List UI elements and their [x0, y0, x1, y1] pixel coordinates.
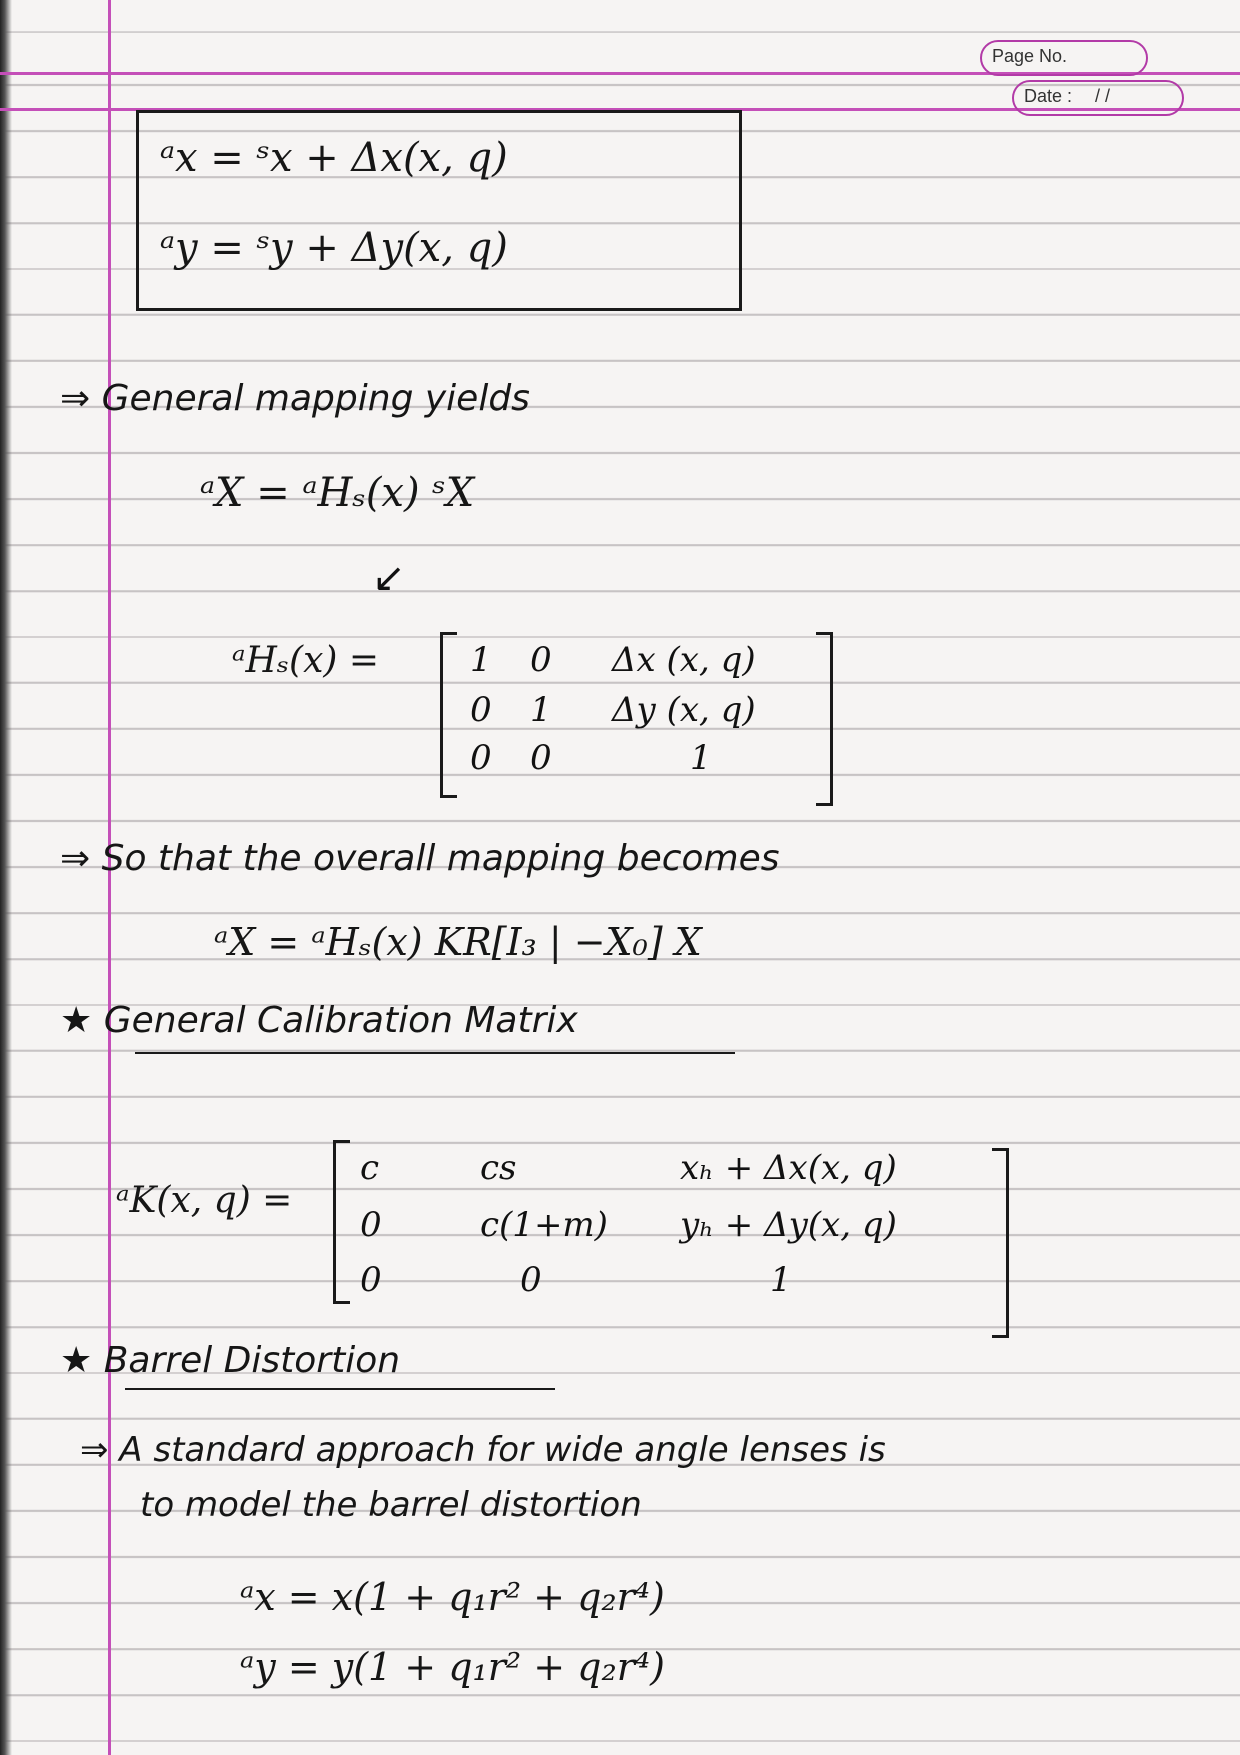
k-matrix-cell: 0 — [360, 1260, 382, 1300]
calibration-heading-underline — [135, 1052, 735, 1054]
k-matrix-label: ᵃK(x, q) = — [116, 1180, 293, 1221]
k-matrix-cell: c(1+m) — [480, 1205, 608, 1245]
h-matrix-cell: 0 — [530, 640, 552, 680]
barrel-heading-underline — [125, 1388, 555, 1390]
date-label: Date : — [1024, 86, 1073, 106]
h-matrix-row-2 — [470, 690, 756, 730]
k-matrix-cell: c — [360, 1148, 380, 1188]
page-binding-shadow — [0, 0, 12, 1755]
h-matrix-cell: 0 — [530, 738, 552, 778]
h-matrix-cell: 1 — [530, 690, 552, 730]
k-matrix-cell: xₕ + Δx(x, q) — [680, 1148, 897, 1188]
box-equation-1: ᵃx = ˢx + Δx(x, q) — [160, 135, 508, 181]
barrel-text-line-1: ⇒ A standard approach for wide angle lenses is — [80, 1430, 886, 1470]
box-equation-2: ᵃy = ˢy + Δy(x, q) — [160, 225, 508, 271]
k-matrix-row-1 — [360, 1148, 897, 1188]
calibration-heading: ★ General Calibration Matrix — [60, 1000, 578, 1041]
h-matrix-cell: 1 — [470, 640, 492, 680]
barrel-equation-x: ᵃx = x(1 + q₁r² + q₂r⁴) — [240, 1575, 665, 1619]
h-matrix-label: ᵃHₛ(x) = — [232, 640, 380, 681]
h-matrix-cell: 0 — [470, 690, 492, 730]
h-matrix-cell: Δx (x, q) — [612, 640, 756, 680]
k-matrix-left-bracket — [333, 1140, 350, 1304]
general-mapping-intro: ⇒ General mapping yields — [60, 378, 530, 419]
k-matrix-row-3 — [360, 1260, 792, 1300]
date-value: / / — [1095, 86, 1111, 106]
overall-mapping-intro: ⇒ So that the overall mapping becomes — [60, 838, 780, 879]
k-matrix-cell: 0 — [360, 1205, 382, 1245]
page-no-label: Page No. — [992, 46, 1068, 66]
date-box — [1012, 80, 1184, 116]
h-matrix-cell: Δy (x, q) — [612, 690, 756, 730]
h-matrix-right-bracket — [816, 632, 833, 806]
barrel-heading: ★ Barrel Distortion — [60, 1340, 401, 1381]
h-matrix-left-bracket — [440, 632, 457, 798]
k-matrix-cell: 1 — [770, 1260, 792, 1300]
page-no-box — [980, 40, 1148, 76]
k-matrix-row-2 — [360, 1205, 897, 1245]
barrel-equation-y: ᵃy = y(1 + q₁r² + q₂r⁴) — [240, 1645, 665, 1689]
arrow-down-icon: ↙ — [372, 555, 406, 601]
h-matrix-cell: 1 — [690, 738, 712, 778]
k-matrix-cell: yₕ + Δy(x, q) — [680, 1205, 897, 1245]
barrel-text-line-2: to model the barrel distortion — [140, 1485, 642, 1525]
h-matrix-cell: 0 — [470, 738, 492, 778]
k-matrix-right-bracket — [992, 1148, 1009, 1338]
overall-mapping-equation: ᵃX = ᵃHₛ(x) KR[I₃ | −X₀] X — [214, 920, 702, 964]
h-matrix-row-3 — [470, 738, 712, 778]
h-matrix-row-1 — [470, 640, 756, 680]
k-matrix-cell: cs — [480, 1148, 517, 1188]
general-mapping-equation: ᵃX = ᵃHₛ(x) ˢX — [200, 470, 475, 516]
k-matrix-cell: 0 — [520, 1260, 542, 1300]
